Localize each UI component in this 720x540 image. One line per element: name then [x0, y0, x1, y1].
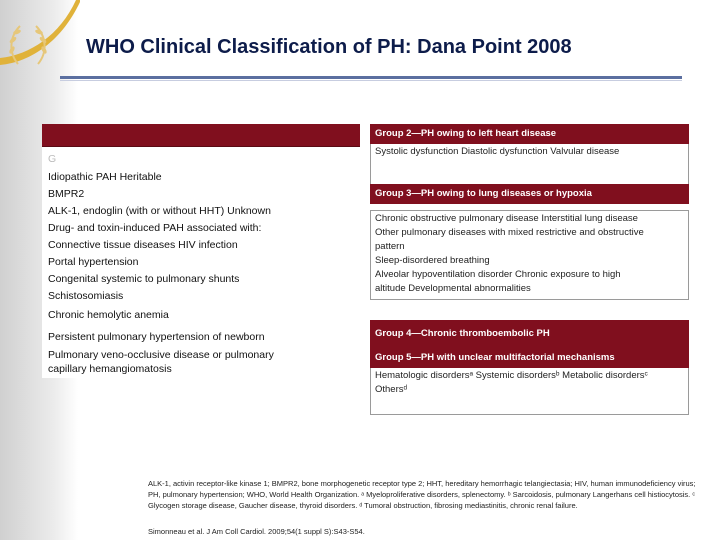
group-1-line: Congenital systemic to pulmonary shunts — [48, 273, 240, 285]
group-3-line: Alveolar hypoventilation disorder Chronic exposure to high — [375, 269, 621, 280]
group-5-line: Hematologic disordersᵃ Systemic disordersᵇ Metabolic disordersᶜ — [375, 370, 648, 381]
group-3-line: Other pulmonary diseases with mixed restrictive and obstructive — [375, 227, 644, 238]
group-3-line: altitude Developmental abnormalities — [375, 283, 531, 294]
group-5-heading: Group 5—PH with unclear multifactorial mechanisms — [370, 348, 689, 368]
group-1-line: BMPR2 — [48, 188, 85, 200]
group-1-line: Schistosomiasis — [48, 290, 124, 302]
title-divider — [60, 76, 682, 79]
page-title: WHO Clinical Classification of PH: Dana Point 2008 — [86, 36, 572, 58]
group-1-line: ALK-1, endoglin (with or without HHT) Unknown — [48, 205, 271, 217]
group-1-heading-bar — [42, 124, 360, 147]
group-1-line: Drug- and toxin-induced PAH associated with: — [48, 222, 262, 234]
group-3-panel — [370, 184, 689, 300]
group-5-panel — [370, 348, 689, 415]
group-1-line: Persistent pulmonary hypertension of newborn — [48, 331, 265, 343]
title-divider-shadow — [60, 80, 682, 81]
group-4-heading: Group 4—Chronic thromboembolic PH — [370, 320, 689, 348]
group-1-line: Idiopathic PAH Heritable — [48, 171, 162, 183]
group-1-initial: G — [48, 153, 57, 165]
group-2-panel — [370, 124, 689, 185]
group-3-line: Chronic obstructive pulmonary disease Interstitial lung disease — [375, 213, 638, 224]
group-4-panel — [370, 320, 689, 348]
footnote: ALK-1, activin receptor-like kinase 1; BMPR2, bone morphogenetic receptor type 2; HHT, hereditary hemorrhagic telangiectasia; HIV, human immunodeficiency virus; PH, pulmonary hypertension; WHO, World Health Organization. ᵃ Myeloproliferative disorders, splenectomy. ᵇ Sarcoidosis, pulmonary Langerhans cell histiocytosis. ᶜ Glycogen storage disease, Gaucher disease, thyroid disorders. ᵈ Tumoral obstruction, fibrosing mediastinitis, chronic renal failure. — [148, 479, 696, 510]
group-3-line: Sleep-disordered breathing — [375, 255, 490, 266]
group-3-body — [370, 210, 689, 300]
group-5-line: Othersᵈ — [375, 384, 408, 395]
group-5-body — [370, 368, 689, 415]
group-1-panel — [42, 124, 360, 378]
group-1-line: Chronic hemolytic anemia — [48, 309, 169, 321]
group-2-heading: Group 2—PH owing to left heart disease — [370, 124, 689, 144]
group-2-body — [370, 144, 689, 185]
group-3-line: pattern — [375, 241, 405, 252]
group-3-heading: Group 3—PH owing to lung diseases or hypoxia — [370, 184, 689, 204]
laurel-logo-icon — [6, 20, 50, 70]
group-2-line: Systolic dysfunction Diastolic dysfunction Valvular disease — [375, 146, 620, 157]
citation: Simonneau et al. J Am Coll Cardiol. 2009;54(1 suppl S):S43-S54. — [148, 527, 365, 536]
group-1-line: Portal hypertension — [48, 256, 139, 268]
group-1-line: Connective tissue diseases HIV infection — [48, 239, 238, 251]
group-1-line: capillary hemangiomatosis — [48, 363, 172, 375]
group-1-line: Pulmonary veno-occlusive disease or pulmonary — [48, 349, 274, 361]
